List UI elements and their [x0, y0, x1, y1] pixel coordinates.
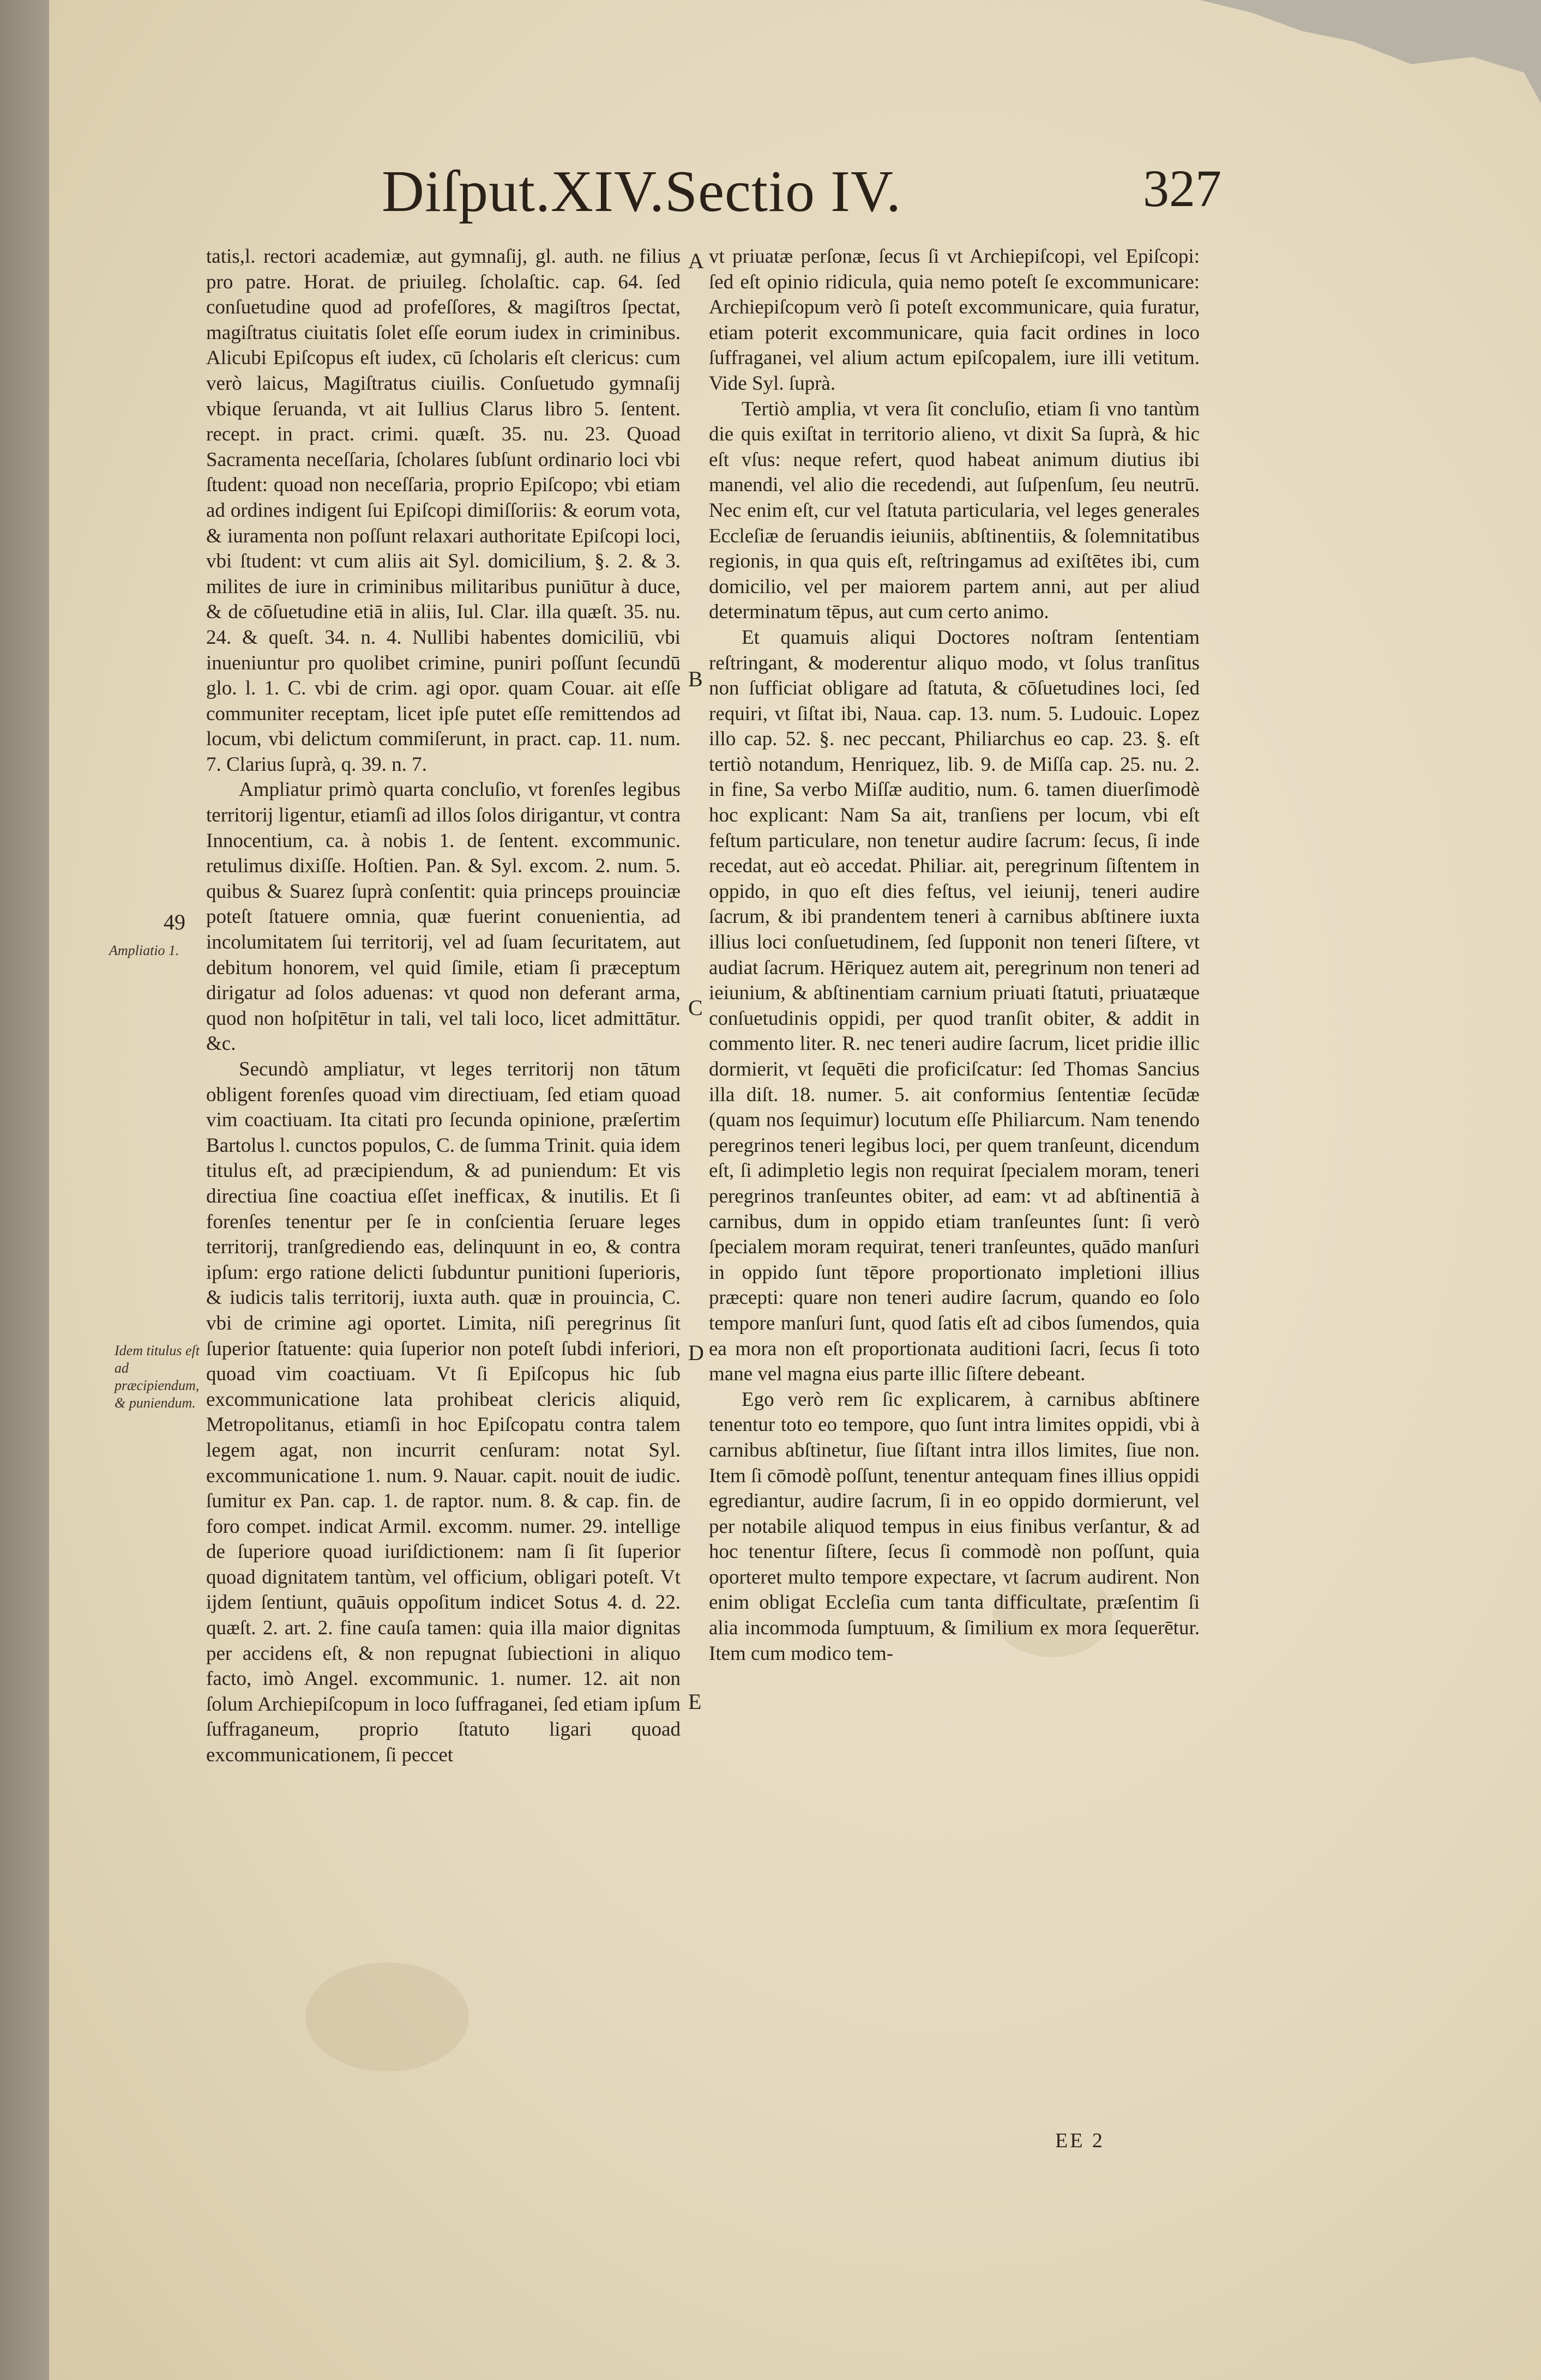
right-paragraph-2: Tertiò amplia, vt vera ſit concluſio, etiam ſi vno tantùm die quis exiſtat in territorio alieno, vt dixit Sa ſuprà, & hic eſt vſus: neque refert, quod habeat animum diutius ibi manendi, vel alio die recedendi, aut ſuſpenſum, ſeu neutrū. Nec enim eſt, cur vel ſtatuta particularia, vel leges generales Eccleſiæ de ſeruandis ieiuniis, abſtinentiis, & ſolemnitatibus regionis, in qua quis eſt, reſtringamus ad exiſtētes ibi, cum domicilio, vel per maiorem partem anni, aut per aliud determinatum tēpus, aut cum certo animo. — [709, 397, 1200, 624]
section-marker-c: C — [688, 995, 703, 1020]
section-marker-d: D — [688, 1340, 704, 1365]
right-paragraph-3: Et quamuis aliqui Doctores noſtram ſententiam reſtringant, & moderentur aliquo modo, vt ſolus tranſitus non ſufficiat obligare ad ſtatuta, & cōſuetudines loci, ſed requiri, vt ſiſtat ibi, Naua. cap. 13. num. 5. Ludouic. Lopez illo cap. 52. §. nec peccant, Philiarchus eo cap. 23. §. eſt tertiò notandum, Henriquez, lib. 9. de Miſſa cap. 25. nu. 2. in fine, Sa verbo Miſſæ auditio, num. 6. tamen diuerſimodè hoc explicant: Nam Sa ait, tranſiens per locum, vbi eſt feſtum particulare, non tenetur audire ſacrum: ſecus, ſi inde recedat, aut eò accedat. Philiar. ait, peregrinum ſiſtentem in oppido, in quo eſt dies feſtus, vel ieiunij, teneri audire ſacrum, & ibi prandentem teneri à carnibus abſtinere iuxta illius loci conſuetudinem, ſed ſupponit non teneri ſiſtere, vt audiat ſacrum. Hēriquez autem ait, peregrinum non teneri ad ieiunium, & abſtinentiam carnium priuati ſtatuti, priuatæque conſuetudinis oppidi, per quod tranſit obiter, & addit in commento liter. R. nec teneri audire ſacrum, licet pridie illic dormierit, vt ſequēti die proficiſcatur: ſed Thomas Sancius illa diſt. 18. numer. 5. ait conformius ſententiæ ſecūdæ (quam nos ſequimur) locutum eſſe Philiarcum. Nam tenendo peregrinos teneri legibus loci, per quem tranſeunt, dicendum eſt, ſi adimpletio legis non requirat ſpecialem moram, teneri peregrinos tranſeuntes obiter, ad eam: vt ad abſtinentiā à carnibus, dum in oppido etiam tranſeuntes ſunt: ſi verò ſpecialem moram requirat, teneri tranſeuntes, quādo manſuri in oppido ſunt tēpore proportionato impletioni illius præcepti: quare non teneri audire ſacrum, quando eo ſolo tempore manſuri ſunt, quod ſatis eſt ad cibos ſumendos, quia ea mora non eſt proportionata auditioni ſacri, ſecus ſi toto mane vel magna eius parte illic ſiſtere debeant. — [709, 626, 1200, 1386]
right-column — [709, 244, 1200, 1666]
margin-note-idem-titulus: Idem titulus eſt ad præcipiendum, & puniendum. — [115, 1343, 200, 1411]
left-paragraph-3: Secundò ampliatur, vt leges territorij non tātum obligent forenſes quoad vim directiuam, ſed etiam quoad vim coactiuam. Ita citati pro ſecunda opinione, præſertim Bartolus l. cunctos populos, C. de ſumma Trinit. quia idem titulus eſt, ad præcipiendum, & ad puniendum: Et vis directiua ſine coactiua eſſet inefficax, & inutilis. Et ſi forenſes tenentur per ſe in conſcientia ſeruare leges territorij, tranſgrediendo eas, delinquunt in eo, & contra ipſum: ergo ratione delicti ſubduntur punitioni ſuperioris, & iudicis talis territorij, iuxta auth. quæ in prouincia, C. vbi de crimine agi oportet. Limita, niſi peregrinus ſit ſuperior ſtatuente: quia ſuperior non poteſt ſubdi inferiori, quoad vim coactiuam. Vt ſi Epiſcopus hic ſub excommunicatione lata prohibeat clericis aliquid, Metropolitanus, etiamſi in hoc Epiſcopatu contra talem legem agat, non incurrit cenſuram: notat Syl. excommunicatione 1. num. 9. Nauar. capit. nouit de iudic. ſumitur ex Pan. cap. 1. de raptor. num. 8. & cap. fin. de foro compet. indicat Armil. excomm. numer. 29. intellige de ſuperiore quoad iuriſdictionem: nam ſi ſit ſuperior quoad dignitatem tantùm, vel officium, obligari poteſt. Vt ijdem ſentiunt, quāuis oppoſitum indicet Sotus 4. d. 22. quæſt. 2. art. 2. fine cauſa tamen: quia illa maior dignitas per accidens eſt, & non repugnat ſubiectioni in aliquo facto, imò Angel. excommunic. 1. numer. 12. ait non ſolum Archiepiſcopum in loco ſuffraganei, ſed etiam ipſum ſuffraganeum, proprio ſtatuto ligari quoad excommunicationem, ſi peccet — [206, 1058, 681, 1767]
running-title: Diſput.XIV.Sectio IV. — [382, 159, 902, 224]
right-paragraph-4: Ego verò rem ſic explicarem, à carnibus abſtinere tenentur toto eo tempore, quo ſunt intra limites oppidi, vbi à carnibus abſtinetur, ſiue ſiſtant intra illos limites, ſiue non. Item ſi cōmodè poſſunt, tenentur antequam fines illius oppidi egrediantur, audire ſacrum, ſi in eo oppido dormierunt, vel per notabile aliquod tempus in eius finibus verſantur, & ad hoc tenentur ſiſtere, ſecus ſi commodè non poſſunt, quia oporteret multo tempore expectare, vt ſacrum audirent. Non enim obligat Eccleſia cum tanta difficultate, præſentim ſi alia incommoda ſumptuum, & ſimilium ex mora ſequerētur. Item cum modico tem- — [709, 1388, 1200, 1665]
page-header — [382, 158, 1221, 234]
paragraph-number: 49 — [164, 910, 185, 934]
paper-stain — [305, 1962, 469, 2071]
page-number: 327 — [1143, 159, 1221, 218]
margin-note-ampliatio: Ampliatio 1. — [109, 943, 179, 958]
section-marker-b: B — [688, 667, 703, 691]
left-paragraph-2: Ampliatur primò quarta concluſio, vt forenſes legibus territorij ligentur, etiamſi ad illos ſolos dirigantur, vt contra Innocentium, ca. à nobis 1. de ſentent. excommunic. retulimus dixiſſe. Hoſtien. Pan. & Syl. excom. 2. num. 5. quibus & Suarez ſuprà conſentit: quia princeps prouinciæ poteſt ſtatuere omnia, quæ fuerint conuenientia, ad incolumitatem ſui territorij, vel ad ſuam ſecuritatem, aut debitum honorem, vel quid ſimile, etiam ſi præceptum dirigatur ad ſolos aduenas: vt quod non deferant arma, quod non hoſpitētur in tali, vel tali loco, licet admittātur. &c. — [206, 778, 681, 1055]
section-marker-a: A — [688, 249, 704, 273]
right-paragraph-1: vt priuatæ perſonæ, ſecus ſi vt Archiepiſcopi, vel Epiſcopi: ſed eſt opinio ridicula, quia nemo poteſt ſe excommunicare: Archiepiſcopum verò ſi poteſt excommunicare, quia furatur, etiam poterit excommunicare, quia facit ordines in loco ſuffraganei, vel alium actum epiſcopalem, iure illi vetitum. Vide Syl. ſuprà. — [709, 245, 1200, 395]
section-marker-e: E — [688, 1689, 702, 1714]
left-column — [206, 244, 681, 1768]
signature-mark: EE 2 — [1055, 2129, 1105, 2152]
left-paragraph-1: tatis,l. rectori academiæ, aut gymnaſij, gl. auth. ne filius pro patre. Horat. de priuileg. ſcholaſtic. cap. 64. ſed conſuetudine quod ad profeſſores, & magiſtros ſpectat, magiſtratus ciuitatis ſolet eſſe eorum iudex in criminibus. Alicubi Epiſcopus eſt iudex, cū ſcholaris eſt clericus: cum verò laicus, Magiſtratus ciuilis. Conſuetudo gymnaſij vbique ſeruanda, vt ait Iullius Clarus libro 5. ſentent. recept. in pract. crimi. quæſt. 35. nu. 23. Quoad Sacramenta neceſſaria, ſcholares ſubſunt ordinario loci vbi ſtudent: quoad non neceſſaria, proprio Epiſcopo; vbi etiam ad ordines indigent ſui Epiſcopi dimiſſoriis: & eorum vota, & iuramenta non poſſunt relaxari authoritate Epiſcopi loci, vbi ſtudent: vt cum aliis ait Syl. domicilium, §. 2. & 3. milites de iure in criminibus militaribus puniūtur à duce, & de cōſuetudine etiā in aliis, Iul. Clar. illa quæſt. 35. nu. 24. & queſt. 34. n. 4. Nullibi habentes domiciliū, vbi inueniuntur pro quolibet crimine, puniri poſſunt ſecundū glo. l. 1. C. vbi de crim. agi opor. quam Couar. ait eſſe communiter receptam, licet ipſe putet eſſe remittendos ad locum, vbi delictum commiſerunt, in pract. cap. 11. num. 7. Clarius ſuprà, q. 39. n. 7. — [206, 245, 681, 776]
